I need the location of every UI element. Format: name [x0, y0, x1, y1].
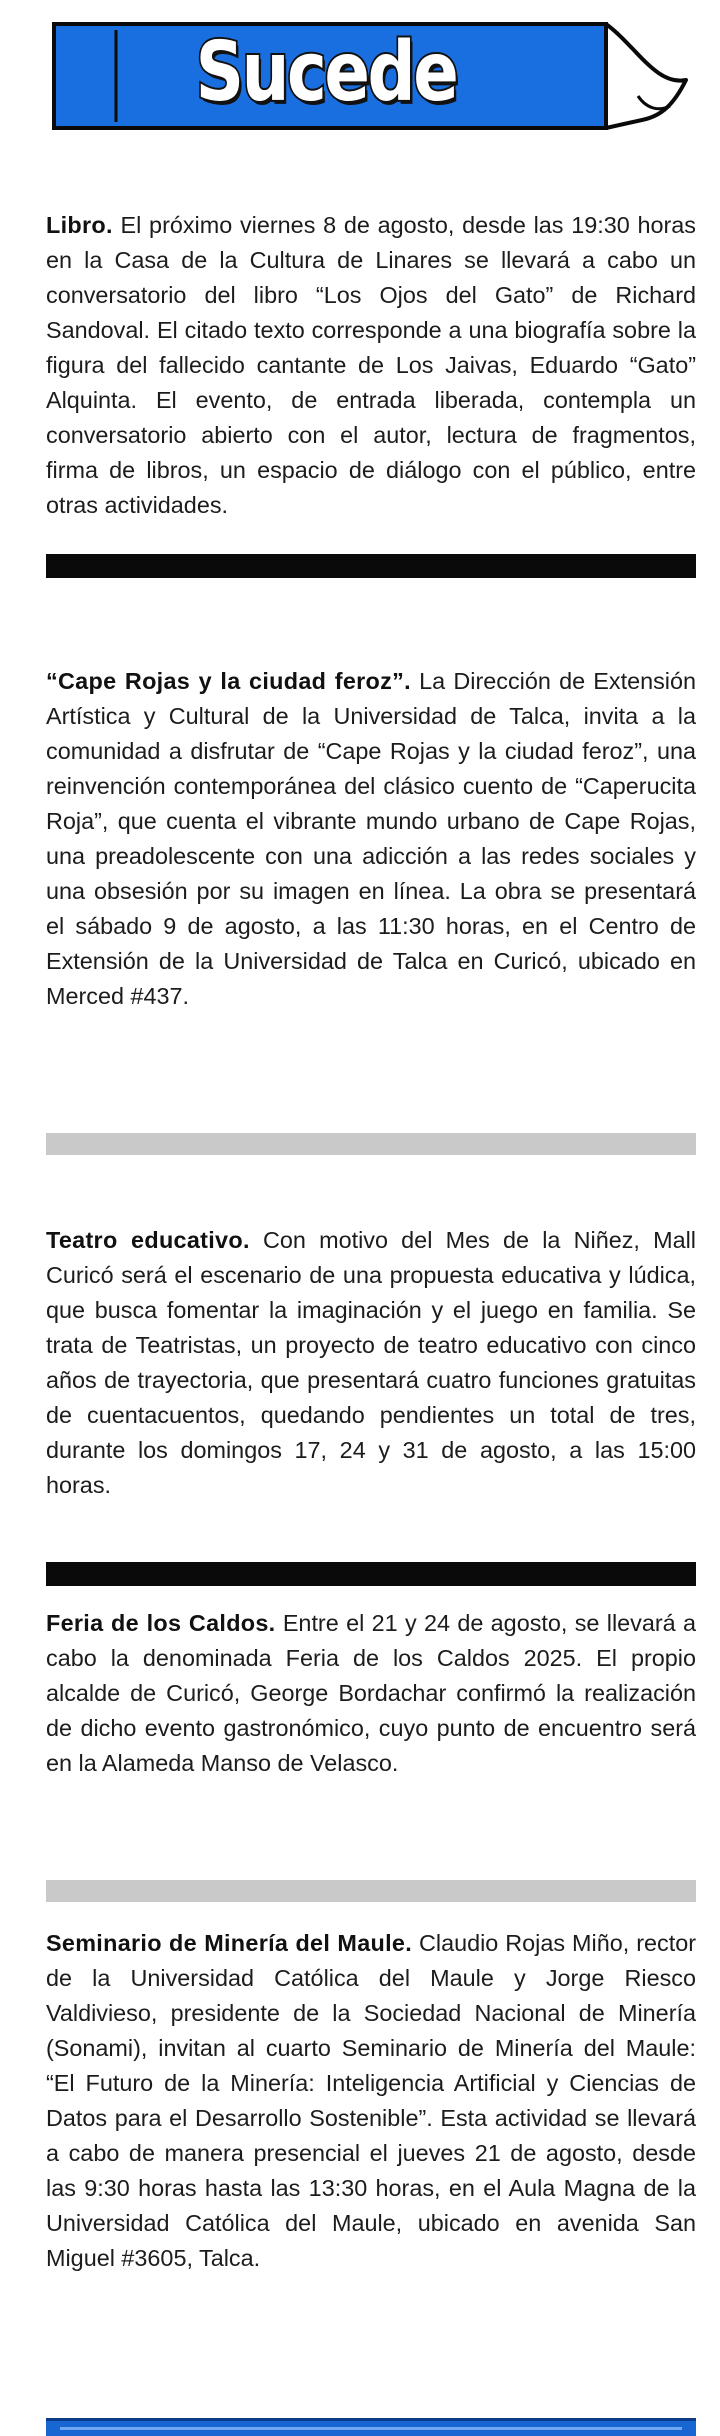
next-section-banner-edge: [46, 2418, 696, 2436]
section-divider: [46, 1880, 696, 1902]
news-item-libro: [46, 208, 696, 523]
section-title: Sucede: [195, 24, 457, 120]
news-item-body: El próximo viernes 8 de agosto, desde las 19:30 horas en la Casa de la Cultura de Linares se llevará a cabo un conversatorio del libro “Los Ojos del Gato” de Richard Sandoval. El citado texto corresponde a una biografía sobre la figura del fallecido cantante de Los Jaivas, Eduardo “Gato” Alquinta. El evento, de entrada liberada, contempla un conversatorio abierto con el autor, lectura de fragmentos, firma de libros, un espacio de diálogo con el público, entre otras actividades.: [46, 212, 697, 518]
news-item-cape-rojas: [46, 664, 696, 1014]
news-item-body: La Dirección de Extensión Artística y Cultural de la Universidad de Talca, invita a la comunidad a disfrutar de “Cape Rojas y la ciudad feroz”, una reinvención contemporánea del clásico cuento de “Caperucita Roja”, que cuenta el vibrante mundo urbano de Cape Rojas, una preadolescente con una adicción a las redes sociales y una obsesión por su imagen en línea. La obra se presentará el sábado 9 de agosto, a las 11:30 horas, en el Centro de Extensión de la Universidad de Talca en Curicó, ubicado en Merced #437.: [46, 668, 697, 1009]
news-item-headline: Seminario de Minería del Maule.: [46, 1930, 413, 1956]
news-item-seminario-mineria: [46, 1926, 696, 2276]
section-banner: [46, 16, 698, 140]
news-item-body: Con motivo del Mes de la Niñez, Mall Curicó será el escenario de una propuesta educativa y lúdica, que busca fomentar la imaginación y el juego en familia. Se trata de Teatristas, un proyecto de teatro educativo con cinco años de trayectoria, que presentará cuatro funciones gratuitas de cuentacuentos, quedando pendientes un total de tres, durante los domingos 17, 24 y 31 de agosto, a las 15:00 horas.: [46, 1227, 697, 1498]
section-divider: [46, 1133, 696, 1155]
news-item-body: Claudio Rojas Miño, rector de la Universidad Católica del Maule y Jorge Riesco Valdivieso, presidente de la Sociedad Nacional de Minería (Sonami), invitan al cuarto Seminario de Minería del Maule: “El Futuro de la Minería: Inteligencia Artificial y Ciencias de Datos para el Desarrollo Sostenible”. Esta actividad se llevará a cabo de manera presencial el jueves 21 de agosto, desde las 9:30 horas hasta las 13:30 horas, en el Aula Magna de la Universidad Católica del Maule, ubicado en avenida San Miguel #3605, Talca.: [46, 1930, 696, 2271]
news-item-body: Entre el 21 y 24 de agosto, se llevará a cabo la denominada Feria de los Caldos 2025. El propio alcalde de Curicó, George Bordachar confirmó la realización de dicho evento gastronómico, cuyo punto de encuentro será en la Alameda Manso de Velasco.: [46, 1610, 697, 1776]
news-item-headline: Feria de los Caldos.: [46, 1610, 276, 1636]
section-divider: [46, 1562, 696, 1586]
news-item-feria-caldos: [46, 1606, 696, 1781]
news-item-headline: “Cape Rojas y la ciudad feroz”.: [46, 668, 411, 694]
news-item-headline: Libro.: [46, 212, 113, 238]
section-divider: [46, 554, 696, 578]
banner-edge-stripe: [60, 2427, 682, 2430]
news-item-teatro-educativo: [46, 1223, 696, 1503]
news-item-headline: Teatro educativo.: [46, 1227, 250, 1253]
